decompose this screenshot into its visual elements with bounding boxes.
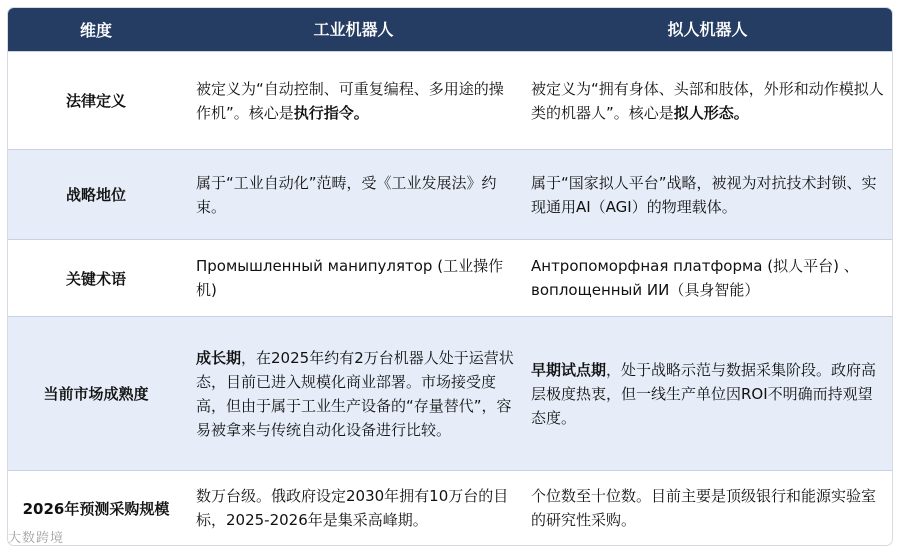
industrial-cell	[184, 317, 523, 470]
cell-text: Промышленный манипулятор (工业操作机)	[196, 257, 504, 299]
table-row	[8, 470, 892, 545]
table-row	[8, 51, 892, 149]
industrial-cell	[184, 471, 523, 545]
cell-bold-text: 拟人形态。	[673, 103, 749, 122]
humanoid-cell	[523, 150, 892, 239]
header-industrial-robot: 工业机器人	[313, 19, 394, 39]
humanoid-cell	[523, 317, 892, 470]
cell-text: 个位数至十位数。目前主要是顶级银行和能源实验室的研究性采购。	[531, 487, 877, 529]
row-label: 法律定义	[65, 92, 126, 110]
cell-text: 被定义为“自动控制、可重复编程、多用途的操作机”。核心是	[196, 79, 504, 122]
row-label: 关键术语	[65, 269, 126, 288]
cell-bold-text: 执行指令。	[293, 103, 369, 122]
industrial-cell	[184, 150, 523, 239]
row-label: 当前市场成熟度	[43, 385, 149, 403]
humanoid-cell	[523, 240, 892, 316]
row-label: 2026年预测采购规模	[22, 499, 170, 518]
industrial-cell	[184, 52, 523, 149]
cell-text: 被定义为“拥有身体、头部和肢体，外形和动作模拟人类的机器人”。核心是	[531, 79, 884, 122]
row-label: 战略地位	[65, 186, 126, 204]
header-dimension: 维度	[79, 21, 112, 40]
cell-text: 属于“国家拟人平台”战略，被视为对抗技术封锁、实现通用AI（AGI）的物理载体。	[531, 173, 877, 216]
table-row	[8, 149, 892, 239]
cell-bold-text: 成长期	[196, 348, 242, 367]
table-row	[8, 239, 892, 316]
cell-text: 数万台级。俄政府设定2030年拥有10万台的目标，2025-2026年是集采高峰期。	[196, 487, 509, 529]
table-row	[8, 316, 892, 470]
industrial-cell	[184, 240, 523, 316]
cell-text: 属于“工业自动化”范畴，受《工业发展法》约束。	[196, 173, 497, 216]
comparison-table	[8, 8, 892, 545]
humanoid-cell	[523, 471, 892, 545]
watermark: 大数跨境	[8, 531, 65, 546]
humanoid-cell	[523, 52, 892, 149]
cell-bold-text: 早期试点期	[531, 360, 607, 379]
cell-text: ，在2025年约有2万台机器人处于运营状态，目前已进入规模化商业部署。市场接受度高，但由于属于工业生产设备的“存量替代”，容易被拿来与传统自动化设备进行比较。	[196, 348, 514, 439]
cell-text: ，处于战略示范与数据采集阶段。政府高层极度热衷，但一线生产单位因ROI不明确而持观望态度。	[531, 360, 877, 427]
header-humanoid-robot: 拟人机器人	[667, 19, 748, 39]
cell-text: Антропоморфная платформа (拟人平台) 、воплощенный ИИ（具身智能）	[531, 257, 859, 299]
table-header-row	[8, 8, 892, 51]
